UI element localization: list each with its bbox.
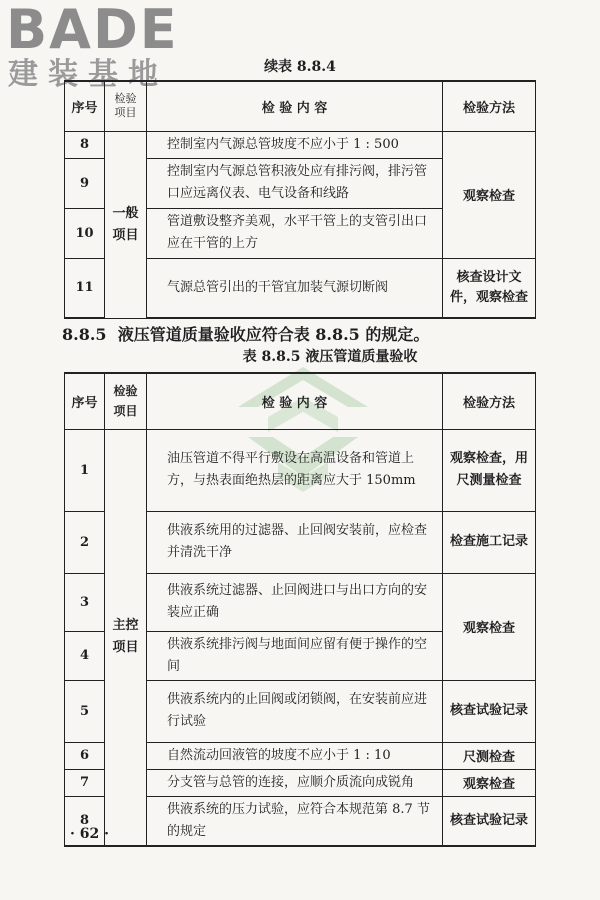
row-no: 7 [65, 769, 105, 796]
header-content: 检 验 内 容 [147, 373, 443, 429]
table-8-8-4-continued [64, 80, 536, 319]
row-no: 8 [65, 796, 105, 846]
table-header-row [65, 81, 536, 131]
row-no: 8 [65, 131, 105, 158]
row-no: 2 [65, 511, 105, 573]
row-no: 9 [65, 158, 105, 208]
logo-sub-text: 建装基地 [8, 57, 168, 92]
row-content: 供液系统的压力试验，应符合本规范第 8.7 节的规定 [147, 796, 443, 846]
row-content: 控制室内气源总管积液处应有排污阀，排污管口应远离仪表、电气设备和线路 [147, 158, 443, 208]
clause-8-8-5 [62, 322, 429, 345]
group-label-general: 一般 项目 [105, 131, 147, 318]
row-content: 管道敷设整齐美观，水平干管上的支管引出口应在干管的上方 [147, 208, 443, 258]
row-content: 自然流动回液管的坡度不应小于 1 : 10 [147, 742, 443, 769]
clause-text: 液压管道质量验收应符合表 8.8.5 的规定。 [117, 325, 430, 344]
row-no: 5 [65, 680, 105, 742]
row-no: 3 [65, 573, 105, 631]
header-method: 检验方法 [443, 373, 536, 429]
row-method: 检查施工记录 [443, 511, 536, 573]
row-method: 观察检查 [443, 573, 536, 680]
header-content: 检 验 内 容 [147, 81, 443, 131]
header-no: 序号 [65, 81, 105, 131]
row-no: 6 [65, 742, 105, 769]
table1-caption: 续表 8.8.4 [264, 59, 336, 75]
row-method: 核查试验记录 [443, 680, 536, 742]
header-item: 检验 项目 [105, 81, 147, 131]
row-no: 1 [65, 429, 105, 511]
header-no: 序号 [65, 373, 105, 429]
row-no: 11 [65, 258, 105, 318]
row-content: 供液系统过滤器、止回阀进口与出口方向的安装应正确 [147, 573, 443, 631]
table-row [65, 131, 536, 158]
logo-main-text: BADE [6, 0, 179, 61]
clause-number: 8.8.5 [62, 325, 107, 344]
method-observe: 观察检查 [443, 131, 536, 258]
header-method: 检验方法 [443, 81, 536, 131]
row-content: 气源总管引出的干管宜加装气源切断阀 [147, 258, 443, 318]
row-method: 核查试验记录 [443, 796, 536, 846]
row-method: 尺测检查 [443, 742, 536, 769]
row-no: 4 [65, 631, 105, 680]
row-method: 观察检查，用尺测量检查 [443, 429, 536, 511]
bade-logo [6, 2, 179, 92]
row-content: 供液系统排污阀与地面间应留有便于操作的空间 [147, 631, 443, 680]
row-content: 供液系统内的止回阀或闭锁阀，在安装前应进行试验 [147, 680, 443, 742]
row-content: 分支管与总管的连接，应顺介质流向成锐角 [147, 769, 443, 796]
row-content: 控制室内气源总管坡度不应小于 1 : 500 [147, 131, 443, 158]
header-item: 检验 项目 [105, 373, 147, 429]
table-8-8-5 [64, 372, 536, 847]
row-content: 油压管道不得平行敷设在高温设备和管道上方，与热表面绝热层的距离应大于 150mm [147, 429, 443, 511]
table-header-row [65, 373, 536, 429]
row-content: 供液系统用的过滤器、止回阀安装前，应检查并清洗干净 [147, 511, 443, 573]
group-label-main-control: 主控 项目 [105, 429, 147, 846]
row-method: 观察检查 [443, 769, 536, 796]
row-no: 10 [65, 208, 105, 258]
method-check-design: 核查设计文件，观察检查 [443, 258, 536, 318]
table2-caption: 表 8.8.5 液压管道质量验收 [242, 349, 418, 365]
table-row [65, 429, 536, 511]
page-number: · 62 · [70, 826, 109, 842]
